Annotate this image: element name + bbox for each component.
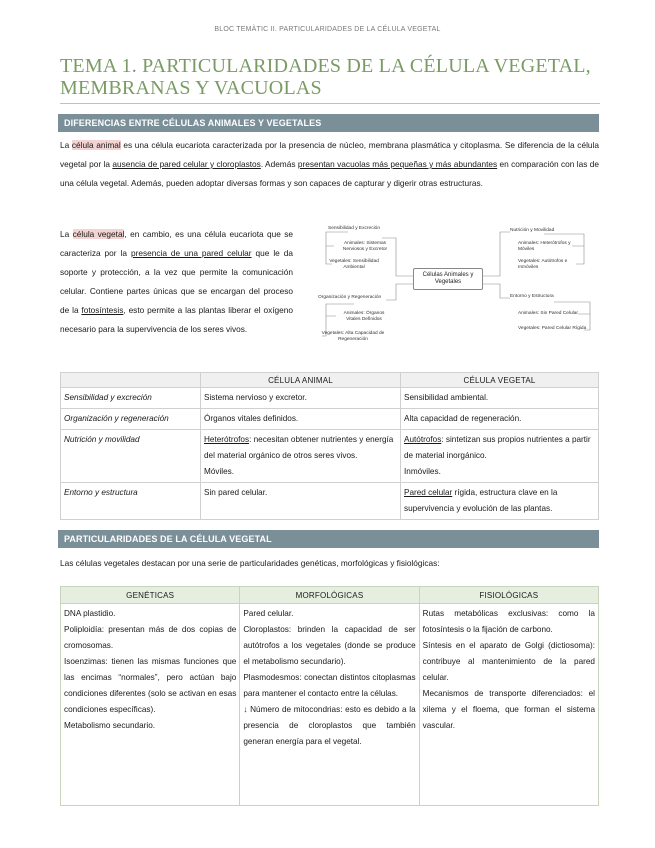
cell-animal: Órganos vitales definidos. [201,409,401,430]
diagram-node-animales-sistemas: Animales: Sistemas Nerviosos y Excretor [342,241,388,252]
underline-pared-celular: Pared celular [404,488,453,497]
text-run: . Además [260,159,298,169]
paragraph-plant-cell [60,225,293,339]
table-header-vegetal: CÉLULA VEGETAL [401,373,599,388]
cell-vegetal [401,483,599,520]
row-label: Sensibilidad y excreción [61,388,201,409]
text-run: es una célula eucariota caracterizada por la presencia de núcleo, membrana plasmática y citoplasma. Se diferencia de la célula vegetal por la [60,140,599,169]
list-item: Rutas metabólicas exclusivas: como la fotosíntesis o la fijación de carbono. [422,609,595,634]
diagram-node-animales-organos: Animales: Órganos Vitales Definidos [343,311,385,322]
underline-fotosintesis: fotosíntesis [81,305,124,315]
diagram-node-animales-sin-pared: Animales: Sin Pared Celular [518,311,578,316]
diagram-node-animales-heterotrofos: Animales: Heterótrofos y Móviles [518,241,571,252]
row-label: Organización y regeneración [61,409,201,430]
table-row [61,604,599,806]
diagram-node-vegetales-pared: Vegetales: Pared Celular Rígida [518,326,587,331]
concept-diagram [314,220,601,350]
table-header-fisiologicas: FISIOLÓGICAS [419,587,598,604]
list-item: DNA plastidio. [64,609,116,618]
table-row [61,430,599,483]
underline-pared-celular: presencia de una pared celular [130,248,252,258]
highlight-celula-animal: célula animal [71,140,121,150]
diagram-node-vegetales-regeneracion: Vegetales: Alta Capacidad de Regeneración [321,331,385,342]
table-row [61,409,599,430]
table-header-blank [61,373,201,388]
table-header-animal: CÉLULA ANIMAL [201,373,401,388]
diagram-node-entorno: Entorno y Estructura [510,294,554,299]
table-header-row [61,373,599,388]
section-heading-differences: DIFERENCIAS ENTRE CÉLULAS ANIMALES Y VEGETALES [58,114,599,132]
list-item: Cloroplastos: brinden la capacidad de ser autótrofos a los vegetales (donde se produce el metabolismo secundario). [243,625,416,666]
list-item: ↓ Número de mitocondrias: esto es debido a la presencia de cloroplastos que también generan energía para el vegetal. [243,705,416,746]
list-item: Poliploidía: presentan más de dos copias de cromosomas. [64,625,237,650]
cell-morfologicas [240,604,419,806]
list-item: Síntesis en el aparato de Golgi (dictiosoma): contribuye al mantenimiento de la pared celular. [422,641,595,682]
list-item: Metabolismo secundario. [64,721,156,730]
cell-animal: Sistema nervioso y excretor. [201,388,401,409]
page-title [60,55,600,99]
text-run: La [60,229,73,239]
underline-autotrofos: Autótrofos [404,435,442,444]
text-run: , esto permite a las plantas liberar el oxígeno necesario para la supervivencia de los seres vivos. [60,305,293,334]
text-run: : necesitan obtener nutrientes y energía del material orgánico de otros seres vivos. [204,435,394,460]
diagram-node-vegetales-autotrofos: Vegetales: Autótrofos e Inmóviles [518,259,568,270]
diagram-node-organizacion: Organización y Regeneración [318,295,382,300]
highlight-celula-vegetal: célula vegetal [72,229,125,239]
table-header-geneticas: GENÉTICAS [61,587,240,604]
row-label: Nutrición y movilidad [61,430,201,483]
cell-vegetal [401,430,599,483]
running-header: BLOC TEMÀTIC II. PARTICULARIDADES DE LA CÉLULA VEGETAL [214,26,441,33]
paragraph-intro: Las células vegetales destacan por una serie de particularidades genéticas, morfológicas y fisiológicas: [60,558,440,568]
underline-vacuolas: presentan vacuolas más pequeñas y más abundantes [297,159,498,169]
diagram-center-node: Células Animales y Vegetales [413,268,483,290]
connector-nutricion [483,232,510,276]
table-row [61,388,599,409]
cell-vegetal: Sensibilidad ambiental. [401,388,599,409]
list-item: Isoenzimas: tienen las mismas funciones que las encimas “normales”, pero actúan bajo condiciones diferentes (solo se activan en esas condiciones específicas). [64,657,237,714]
row-label: Entorno y estructura [61,483,201,520]
table-header-row [61,587,599,604]
cell-fisiologicas [419,604,598,806]
page-title-line-1: TEMA 1. PARTICULARIDADES DE LA CÉLULA VEGETAL, [60,55,591,77]
list-item: Plasmodesmos: conectan distintos citoplasmas para mantener el contacto entre la células. [243,673,416,698]
text-run: : sintetizan sus propios nutrientes a partir de material inorgánico. [404,435,591,460]
cell-animal [201,430,401,483]
cell-animal: Sin pared celular. [201,483,401,520]
title-divider [60,103,600,104]
table-header-morfologicas: MORFOLÓGICAS [240,587,419,604]
diagram-node-nutricion: Nutrición y Movilidad [510,228,555,233]
table-row [61,483,599,520]
diagram-node-vegetales-sensibilidad: Vegetales: Sensibilidad Ambiental [329,259,379,270]
list-item: Mecanismos de transporte diferenciados: el xilema y el floema, que forman el sistema vascular. [422,689,595,730]
cell-geneticas [61,604,240,806]
page-title-line-2: MEMBRANAS Y VACUOLAS [60,77,322,99]
text-run: , en cambio, es una célula eucariota que se caracteriza por la [60,229,293,258]
cell-vegetal: Alta capacidad de regeneración. [401,409,599,430]
connector-entorno [483,284,510,298]
paragraph-animal-cell [60,136,599,193]
text-run: que le da soporte y protección, a la vez que permite la comunicación celular. Contiene partes únicas que se encargan del proceso de la [60,248,293,315]
comparison-table [60,372,599,520]
cell-extra: Móviles. [204,467,235,476]
particularities-table [60,586,599,806]
diagram-node-sensibilidad: Sensibilidad y Excreción [328,226,380,231]
cell-extra: Inmóviles. [404,467,441,476]
section-heading-particularities: PARTICULARIDADES DE LA CÉLULA VEGETAL [58,530,599,548]
underline-heterotrofos: Heterótrofos [204,435,250,444]
list-item: Pared celular. [243,609,294,618]
text-run: en comparación con las de una célula vegetal. Además, pueden adoptar diversas formas y son capaces de capturar y digerir otras estructuras. [60,159,599,188]
text-run: La [60,140,72,150]
text-run: rígida, estructura clave en la supervivencia y evolución de las plantas. [404,488,558,513]
underline-ausencia-pared: ausencia de pared celular y cloroplastos [112,159,261,169]
